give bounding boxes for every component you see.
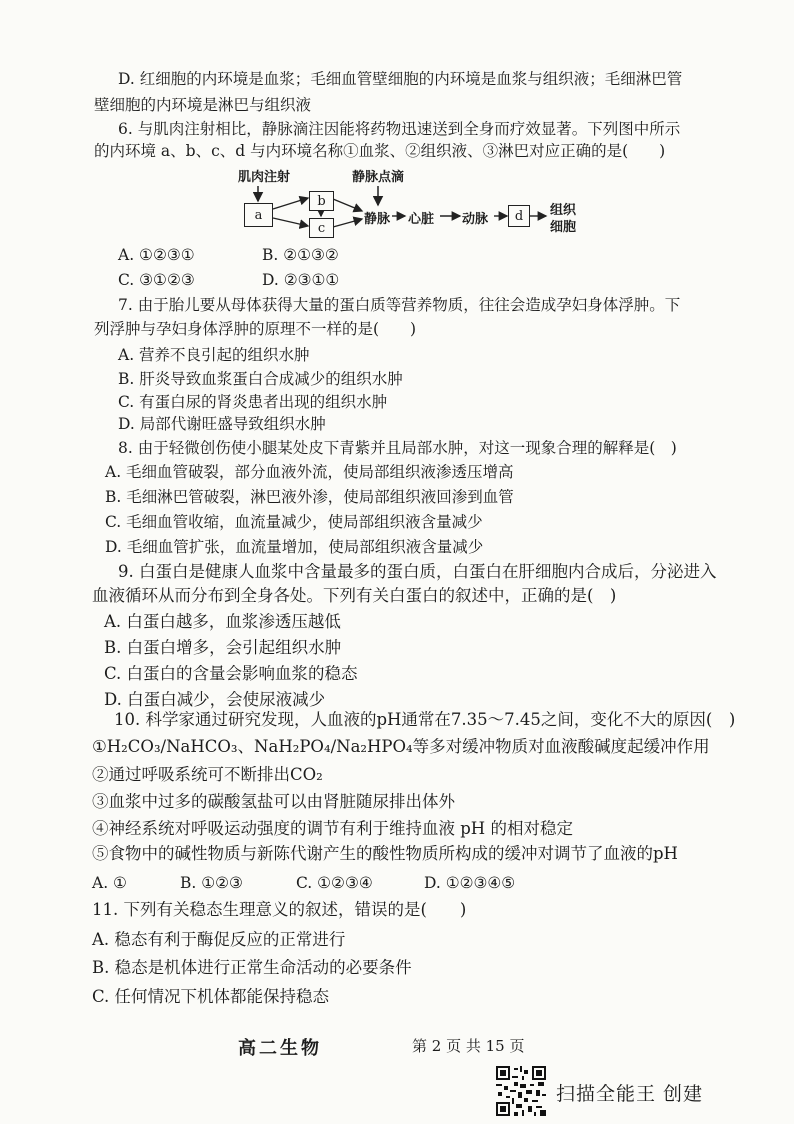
q10-option-a: A. ① xyxy=(92,874,127,892)
box-a: a xyxy=(244,203,273,227)
q9-option-b: B. 白蛋白增多，会引起组织水肿 xyxy=(104,638,342,657)
im-injection-label: 肌肉注射 xyxy=(238,170,291,185)
prev-option-d-line1: D. 红细胞的内环境是血浆；毛细血管壁细胞的内环境是血浆与组织液；毛细淋巴管 xyxy=(118,70,683,88)
tissue-label-1: 组织 xyxy=(550,203,577,218)
q7-stem-line1: 7. 由于胎儿要从母体获得大量的蛋白质等营养物质，往往会造成孕妇身体浮肿。下 xyxy=(118,296,681,314)
q11-option-a: A. 稳态有利于酶促反应的正常进行 xyxy=(92,930,346,949)
q6-option-c: C. ③①②③ xyxy=(118,271,195,289)
q8-option-d: D. 毛细血管扩张，血流量增加，使局部组织液含量减少 xyxy=(105,538,484,556)
box-d: d xyxy=(508,205,530,227)
q10-option-c: C. ①②③④ xyxy=(296,874,373,892)
q8-option-c: C. 毛细血管收缩，血流量减少，使局部组织液含量减少 xyxy=(105,513,483,531)
q11-option-b: B. 稳态是机体进行正常生命活动的必要条件 xyxy=(92,958,412,977)
q7-stem-line2: 列浮肿与孕妇身体浮肿的原理不一样的是( ) xyxy=(94,320,417,338)
q7-option-a: A. 营养不良引起的组织水肿 xyxy=(118,346,310,364)
q10-statement-3: ③血浆中过多的碳酸氢盐可以由肾脏随尿排出体外 xyxy=(92,792,455,811)
q9-option-a: A. 白蛋白越多，血浆渗透压越低 xyxy=(104,612,341,631)
q7-option-b: B. 肝炎导致血浆蛋白合成减少的组织水肿 xyxy=(118,370,403,388)
q10-option-d: D. ①②③④⑤ xyxy=(424,874,516,892)
heart-label: 心脏 xyxy=(408,212,435,227)
q10-stem: 10. 科学家通过研究发现，人血液的pH通常在7.35～7.45之间，变化不大的原因( ) xyxy=(114,710,736,729)
q6-option-b: B. ②①③② xyxy=(262,246,339,264)
q8-stem: 8. 由于轻微创伤使小腿某处皮下青紫并且局部水肿，对这一现象合理的解释是( ) xyxy=(118,439,677,457)
prev-option-d-line2: 壁细胞的内环境是淋巴与组织液 xyxy=(94,96,312,114)
q10-statement-4: ④神经系统对呼吸运动强度的调节有利于维持血液 pH 的相对稳定 xyxy=(92,819,573,838)
q10-option-b: B. ①②③ xyxy=(180,874,243,892)
scanner-watermark: 扫描全能王 创建 xyxy=(556,1083,704,1105)
q6-option-a: A. ①②③① xyxy=(118,246,195,264)
vein-label: 静脉 xyxy=(364,212,391,227)
diagram-arrows xyxy=(0,0,794,260)
iv-drip-label: 静脉点滴 xyxy=(352,170,405,185)
q9-stem-line2: 血液循环从而分布到全身各处。下列有关白蛋白的叙述中，正确的是( ) xyxy=(92,586,617,605)
q11-stem: 11. 下列有关稳态生理意义的叙述，错误的是( ) xyxy=(92,900,467,919)
q6-stem-line1: 6. 与肌肉注射相比，静脉滴注因能将药物迅速送到全身而疗效显著。下列图中所示 xyxy=(118,120,681,138)
box-b: b xyxy=(309,191,334,211)
footer-page-number: 第 2 页 共 15 页 xyxy=(412,1037,525,1055)
q9-option-d: D. 白蛋白减少，会使尿液减少 xyxy=(104,690,326,709)
box-c: c xyxy=(309,218,334,238)
q9-stem-line1: 9. 白蛋白是健康人血浆中含量最多的蛋白质，白蛋白在肝细胞内合成后，分泌进入 xyxy=(118,562,717,581)
q8-option-a: A. 毛细血管破裂，部分血液外流，使局部组织液渗透压增高 xyxy=(105,463,514,481)
q8-option-b: B. 毛细淋巴管破裂，淋巴液外渗，使局部组织液回渗到血管 xyxy=(105,488,514,506)
q9-option-c: C. 白蛋白的含量会影响血浆的稳态 xyxy=(104,664,358,683)
q6-option-d: D. ②③①① xyxy=(262,271,340,289)
artery-label: 动脉 xyxy=(462,212,489,227)
q7-option-c: C. 有蛋白尿的肾炎患者出现的组织水肿 xyxy=(118,393,388,411)
q10-statement-2: ②通过呼吸系统可不断排出CO₂ xyxy=(92,765,323,784)
q6-stem-line2: 的内环境 a、b、c、d 与内环境名称①血浆、②组织液、③淋巴对应正确的是( ) xyxy=(94,142,666,160)
tissue-label-2: 细胞 xyxy=(550,220,577,235)
qr-code-icon xyxy=(496,1066,546,1116)
q10-statement-5: ⑤食物中的碱性物质与新陈代谢产生的酸性物质所构成的缓冲对调节了血液的pH xyxy=(92,844,678,863)
q7-option-d: D. 局部代谢旺盛导致组织水肿 xyxy=(118,415,326,433)
footer-subject: 高二生物 xyxy=(238,1038,322,1059)
q11-option-c: C. 任何情况下机体都能保持稳态 xyxy=(92,987,330,1006)
q10-statement-1: ①H₂CO₃/NaHCO₃、NaH₂PO₄/Na₂HPO₄等多对缓冲物质对血液酸碱度起缓冲作用 xyxy=(92,737,710,756)
